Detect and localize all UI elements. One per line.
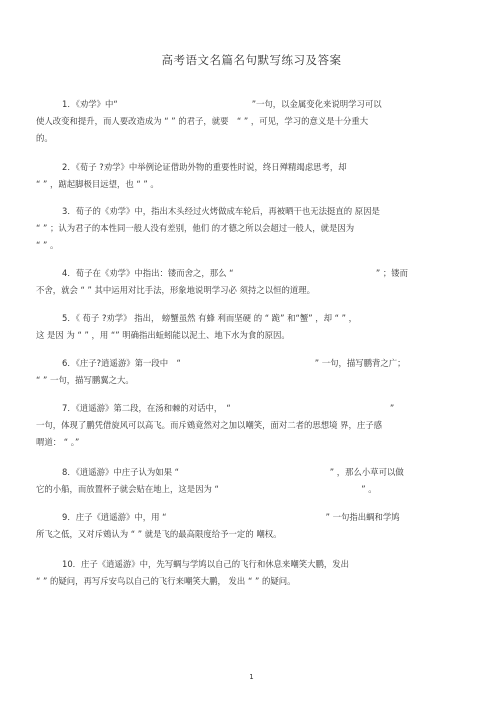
- question-line: 不舍，就会 “ ” 其中运用对比手法，形象地说明学习必 须持之以恒的道理。: [36, 285, 315, 295]
- question-line: 5．《 荀子 ?劝学》 指出， 螃蟹虽然 有蜂 利而坚硬 的 “ 跪” 和“蟹” ，却 “ ” ，: [62, 313, 358, 323]
- question-10: [36, 556, 466, 590]
- question-line: “ ” 。: [36, 240, 59, 250]
- question-line: 4．荀子在《劝学》中指出：镂而舍之，那么 “ ” ；镂而: [62, 268, 408, 278]
- page-number: 1: [249, 673, 254, 681]
- question-2: [36, 159, 466, 193]
- page-title: 高考语文名篇名句默写练习及答案: [161, 53, 342, 67]
- question-line: 使人改变和提升，而人要改造成为 “ ” 的君子，就要 “ ” ，可见，学习的意义是十分重大: [36, 116, 369, 126]
- question-line: 3．荀子的《劝学》中，指出木头经过火烤做成车轮后，再被晒干也无法挺直的 原因是: [62, 206, 380, 216]
- question-line: 喟道： “ 。”: [36, 437, 80, 447]
- question-line: 1．《劝学》中“ ”一句，以金属变化来说明学习可以: [62, 99, 382, 109]
- question-line: “ ” ；认为君子的本性同一般人没有差别，他们 的才德之所以会超过一般人，就是因为: [36, 223, 355, 233]
- question-line: 这 是因 为 “ ” ，用 “” 明确指出蚯蚓能以泥土、地下水为食的原因。: [36, 330, 290, 340]
- question-1: [36, 96, 466, 147]
- question-line: 6．《庄子?逍遥游》第一段中 “ ” 一句，描写鹏背之广；: [62, 358, 406, 368]
- question-5: [36, 310, 466, 344]
- question-9: [36, 509, 466, 543]
- question-line: 的。: [36, 133, 53, 143]
- question-line: 8．《逍遥游》中庄子认为如果 “ ” ，那么小草可以做: [62, 467, 404, 477]
- question-line: 10．庄子《逍遥游》中，先写蜩与学鸠以自己的飞行和休息来嘲笑大鹏，发出: [62, 559, 350, 569]
- question-line: 一句，体现了鹏凭借旋风可以高飞。而斥鴳竟然对之加以嘲笑，面对二者的思想境 界，庄子感: [36, 420, 383, 430]
- question-3: [36, 203, 466, 254]
- question-line: 它的小船，而放置杯子就会贴在地上，这是因为 “ ” 。: [36, 484, 377, 494]
- question-line: 7．《逍遥游》第二段，在汤和棘的对话中， “ ”: [62, 403, 395, 413]
- question-6: [36, 355, 466, 389]
- question-line: 所飞之低，又对斥鴳认为 “ ” 就是飞的最高限度给予一定的 嘲权。: [36, 529, 282, 539]
- question-line: “ ” 一句，描写鹏翼之大。: [36, 375, 134, 385]
- question-line: 9．庄子《逍遥游》中，用 “ ” 一句指出蜩和学鸠: [62, 512, 400, 522]
- question-line: “ ” 的疑问，再写斥安鸟以自己的飞行来嘲笑大鹏， 发出 “ ” 的疑问。: [36, 576, 296, 586]
- question-line: 2．《荀子 ?劝学》中举例论证借助外物的重要性时说，终日殚精竭虑思考，却: [62, 162, 347, 172]
- question-8: [36, 464, 466, 498]
- question-7: [36, 400, 466, 451]
- question-4: [36, 265, 466, 299]
- question-line: “ ” ，踮起脚极目远望，也 “ ” 。: [36, 179, 159, 189]
